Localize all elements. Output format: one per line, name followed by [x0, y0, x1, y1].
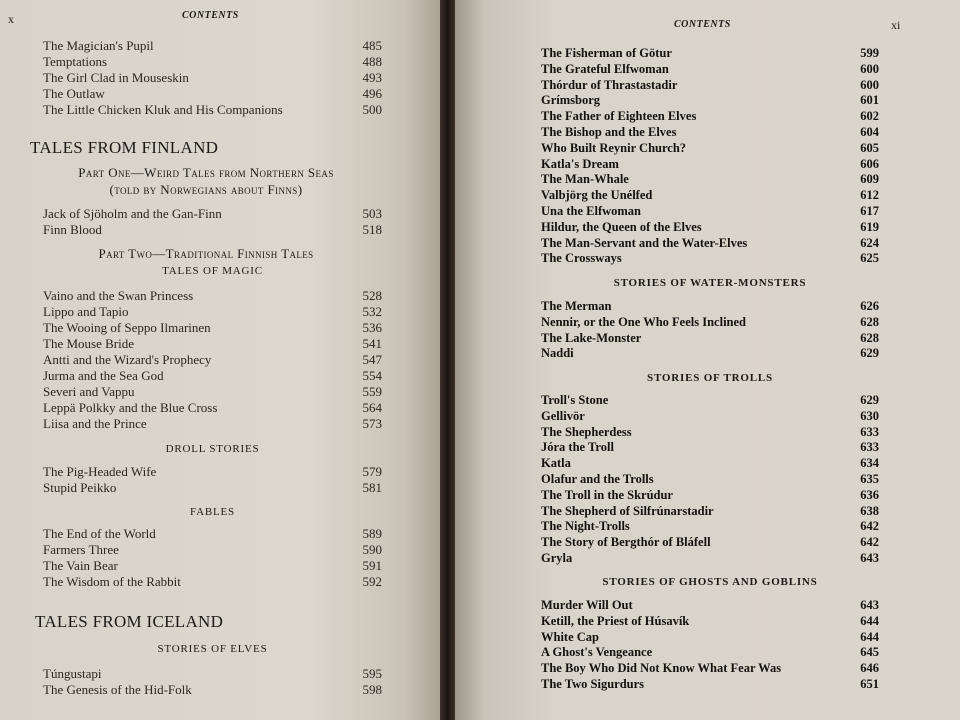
subsection-heading-fables: FABLES [190, 506, 235, 518]
toc-entry [43, 304, 382, 320]
toc-entry-title: The Wisdom of the Rabbit [43, 574, 181, 589]
toc-entry-title: Hildur, the Queen of the Elves [541, 219, 702, 234]
toc-entry-page: 644 [860, 613, 879, 628]
toc-entry-page: 634 [860, 456, 879, 471]
toc-entry-title: The Grateful Elfwoman [541, 61, 669, 76]
toc-entry [43, 336, 382, 352]
toc-entry [43, 384, 382, 400]
subsection-heading-ghosts: STORIES OF GHOSTS AND GOBLINS [602, 576, 818, 588]
toc-entry-page: 599 [860, 46, 879, 60]
toc-entry [43, 54, 382, 70]
toc-entry-title: Vaino and the Swan Princess [43, 288, 194, 303]
toc-entry [43, 542, 382, 558]
toc-entry [541, 676, 879, 692]
part-one-subheading: (told by Norwegians about Finns) [109, 182, 303, 197]
toc-entry-page: 638 [860, 503, 879, 518]
toc-entry-title: The Little Chicken Kluk and His Companions [43, 102, 283, 117]
toc-entry [541, 298, 879, 314]
toc-entry-title: The Pig-Headed Wife [43, 464, 157, 479]
toc-entry-title: Valbjörg the Unélfed [541, 188, 653, 203]
toc-entry-page: 600 [860, 61, 879, 76]
toc-entry [541, 629, 879, 645]
toc-entry-title: The Shepherd of Silfrúnarstadir [541, 503, 714, 518]
toc-entry [541, 613, 879, 629]
toc-entry [541, 314, 879, 330]
toc-entry-page: 581 [362, 480, 382, 495]
part-one-heading: Part One—Weird Tales from Northern Seas [78, 165, 334, 180]
toc-entry-page: 536 [362, 320, 382, 335]
toc-entry-page: 642 [860, 519, 879, 534]
toc-entry [43, 574, 382, 590]
toc-entry-page: 651 [860, 677, 879, 691]
toc-entry [541, 250, 879, 266]
toc-entry [43, 86, 382, 102]
toc-entry-page: 589 [362, 526, 382, 541]
toc-entry-title: Liisa and the Prince [43, 416, 147, 431]
toc-entry-page: 644 [860, 629, 879, 644]
toc-entry-title: The Man-Servant and the Water-Elves [541, 235, 748, 250]
toc-entry [43, 102, 382, 118]
toc-entry-page: 595 [362, 666, 382, 681]
toc-entry-title: Gellivör [541, 408, 585, 423]
toc-entry-title: Leppä Polkky and the Blue Cross [43, 400, 218, 415]
toc-entry-page: 604 [860, 125, 879, 139]
toc-entry-title: The Lake-Monster [541, 330, 642, 345]
toc-entry [541, 660, 879, 676]
left-page [0, 0, 440, 720]
toc-entry [43, 288, 382, 304]
toc-entry [541, 140, 879, 156]
toc-entry [541, 439, 879, 455]
toc-entry [541, 471, 879, 487]
toc-entry-title: Troll's Stone [541, 393, 609, 407]
toc-entry-title: The Story of Bergthór of Bláfell [541, 535, 711, 550]
toc-entry-page: 547 [362, 352, 382, 367]
toc-entry [541, 550, 879, 566]
toc-entry [43, 464, 382, 480]
toc-entry-title: Una the Elfwoman [541, 204, 642, 218]
toc-entry-title: The Outlaw [43, 86, 105, 101]
toc-entry-title: The Father of Eighteen Elves [541, 109, 697, 124]
toc-entry-title: Naddi [541, 346, 574, 361]
toc-entry-page: 617 [860, 204, 879, 218]
toc-entry [541, 597, 879, 613]
toc-entry-title: The Vain Bear [43, 558, 118, 573]
toc-entry [43, 666, 382, 682]
toc-entry [541, 187, 879, 203]
toc-entry [541, 330, 879, 346]
toc-entry [43, 206, 382, 222]
toc-entry-page: 626 [860, 299, 879, 313]
toc-entry-title: Grímsborg [541, 93, 601, 108]
toc-entry-title: Lippo and Tapio [43, 304, 129, 319]
toc-entry-title: Nennir, or the One Who Feels Inclined [541, 314, 746, 329]
toc-entry-title: Murder Will Out [541, 598, 633, 612]
subsection-heading-water-monsters: STORIES OF WATER-MONSTERS [613, 277, 807, 289]
toc-entry-page: 485 [362, 38, 382, 53]
toc-entry-title: Jóra the Troll [541, 440, 614, 455]
toc-entry-title: Jurma and the Sea God [43, 368, 164, 383]
toc-entry-page: 503 [362, 206, 382, 221]
toc-entry-title: The Wooing of Seppo Ilmarinen [43, 320, 211, 335]
toc-entry-title: Ketill, the Priest of Húsavík [541, 613, 690, 628]
toc-entry [541, 408, 879, 424]
toc-entry-page: 624 [860, 235, 879, 250]
toc-entry-title: The Bishop and the Elves [541, 125, 677, 139]
toc-entry-title: The Troll in the Skrúdur [541, 487, 673, 502]
toc-entry-title: Farmers Three [43, 542, 119, 557]
toc-entry-page: 633 [860, 424, 879, 439]
toc-entry-page: 493 [362, 70, 382, 85]
toc-entry-page: 500 [362, 102, 382, 117]
toc-entry [43, 480, 382, 496]
toc-entry [541, 518, 879, 534]
toc-entry-title: The Merman [541, 299, 612, 313]
toc-entry-title: Who Built Reynir Church? [541, 140, 687, 155]
toc-entry [541, 345, 879, 361]
toc-entry [541, 77, 879, 93]
toc-entry [541, 92, 879, 108]
toc-entry-page: 629 [860, 346, 879, 361]
toc-entry-page: 646 [860, 661, 879, 676]
toc-entry [541, 61, 879, 77]
toc-entry-page: 605 [860, 140, 879, 155]
toc-entry-title: The Fisherman of Götur [541, 46, 672, 60]
toc-entry [43, 70, 382, 86]
toc-entry-page: 628 [860, 330, 879, 345]
toc-entry [43, 352, 382, 368]
toc-entry-page: 633 [860, 440, 879, 455]
toc-entry-page: 645 [860, 645, 879, 660]
toc-entry-title: Antti and the Wizard's Prophecy [43, 352, 212, 367]
subsection-heading-magic: TALES OF MAGIC [162, 265, 263, 277]
page-number: x [8, 12, 14, 26]
toc-entry-page: 602 [860, 109, 879, 124]
toc-entry-title: Thórdur of Thrastastadir [541, 77, 678, 92]
toc-entry-page: 591 [362, 558, 382, 573]
toc-entry-title: White Cap [541, 629, 599, 644]
toc-entry-page: 629 [860, 393, 879, 407]
toc-entry-page: 630 [860, 408, 879, 423]
running-head: CONTENTS [674, 19, 731, 30]
toc-entry-title: The Magician's Pupil [43, 38, 154, 53]
section-heading-iceland: TALES FROM ICELAND [35, 612, 224, 631]
toc-entry [43, 526, 382, 542]
toc-entry-title: Katla [541, 456, 571, 471]
subsection-heading-droll: DROLL STORIES [165, 443, 260, 455]
toc-entry-page: 598 [362, 682, 382, 697]
toc-entry-page: 600 [860, 77, 879, 92]
toc-entry-page: 643 [860, 598, 879, 612]
page-number: xi [891, 18, 901, 32]
toc-entry-page: 642 [860, 535, 879, 550]
toc-entry-title: The Girl Clad in Mouseskin [43, 70, 189, 85]
toc-entry-title: The Genesis of the Hid-Folk [43, 682, 192, 697]
right-page [455, 0, 960, 720]
toc-entry [541, 108, 879, 124]
subsection-heading-trolls: STORIES OF TROLLS [647, 372, 773, 384]
toc-entry-page: 559 [362, 384, 382, 399]
toc-entry [43, 222, 382, 238]
toc-entry [43, 320, 382, 336]
toc-entry-page: 518 [362, 222, 382, 237]
toc-entry [541, 124, 879, 140]
toc-entry-page: 532 [362, 304, 382, 319]
running-head: CONTENTS [182, 10, 239, 21]
toc-entry [43, 368, 382, 384]
toc-entry-page: 628 [860, 314, 879, 329]
toc-entry-title: The Crossways [541, 251, 622, 266]
toc-entry [541, 503, 879, 519]
toc-entry [541, 487, 879, 503]
toc-entry [43, 38, 382, 54]
toc-entry-page: 643 [860, 551, 879, 565]
subsection-heading-elves: STORIES OF ELVES [157, 643, 268, 655]
toc-entry-title: Jack of Sjöholm and the Gan-Finn [43, 206, 222, 221]
toc-entry-title: Finn Blood [43, 222, 102, 237]
toc-entry [541, 219, 879, 235]
toc-entry-page: 528 [362, 288, 382, 303]
toc-entry-page: 625 [860, 251, 879, 266]
toc-entry-title: The Night-Trolls [541, 519, 630, 534]
toc-entry [43, 416, 382, 432]
toc-entry-page: 488 [362, 54, 382, 69]
toc-entry-page: 573 [362, 416, 382, 431]
toc-entry-page: 579 [362, 464, 382, 479]
toc-entry-page: 636 [860, 487, 879, 502]
toc-entry-title: A Ghost's Vengeance [541, 645, 653, 660]
toc-entry [541, 455, 879, 471]
toc-entry-page: 496 [362, 86, 382, 101]
toc-entry [43, 558, 382, 574]
part-two-heading: Part Two—Traditional Finnish Tales [98, 246, 314, 261]
toc-entry [541, 644, 879, 660]
book-gutter [440, 0, 455, 720]
toc-entry-title: Severi and Vappu [43, 384, 135, 399]
toc-entry-title: Stupid Peikko [43, 480, 117, 495]
toc-entry-title: Túngustapi [43, 666, 102, 681]
toc-entry [541, 203, 879, 219]
toc-entry-title: The Boy Who Did Not Know What Fear Was [541, 661, 782, 676]
toc-entry-page: 612 [860, 188, 879, 203]
toc-entry [43, 400, 382, 416]
toc-entry-page: 564 [362, 400, 382, 415]
toc-entry-page: 606 [860, 156, 879, 171]
toc-entry-page: 619 [860, 219, 879, 234]
toc-entry [541, 45, 879, 61]
toc-entry-title: The Two Sigurdurs [541, 677, 645, 691]
toc-entry [43, 682, 382, 698]
toc-entry-page: 592 [362, 574, 382, 589]
section-heading-finland: TALES FROM FINLAND [30, 138, 219, 157]
toc-entry-title: The Man-Whale [541, 172, 629, 187]
toc-entry-page: 554 [362, 368, 382, 383]
toc-entry-title: Temptations [43, 54, 108, 69]
toc-entry [541, 171, 879, 187]
toc-entry-title: The End of the World [43, 526, 156, 541]
toc-entry [541, 235, 879, 251]
toc-entry-title: The Mouse Bride [43, 336, 134, 351]
toc-entry-page: 635 [860, 472, 879, 486]
toc-entry-page: 601 [860, 93, 879, 108]
toc-entry-title: Gryla [541, 551, 573, 565]
toc-entry-page: 541 [362, 336, 382, 351]
toc-entry-title: The Shepherdess [541, 424, 632, 439]
toc-entry [541, 392, 879, 408]
toc-entry-title: Olafur and the Trolls [541, 472, 654, 486]
toc-entry [541, 156, 879, 172]
toc-entry-page: 590 [362, 542, 382, 557]
toc-entry [541, 534, 879, 550]
toc-entry-page: 609 [860, 172, 879, 187]
toc-entry [541, 424, 879, 440]
toc-entry-title: Katla's Dream [541, 156, 619, 171]
